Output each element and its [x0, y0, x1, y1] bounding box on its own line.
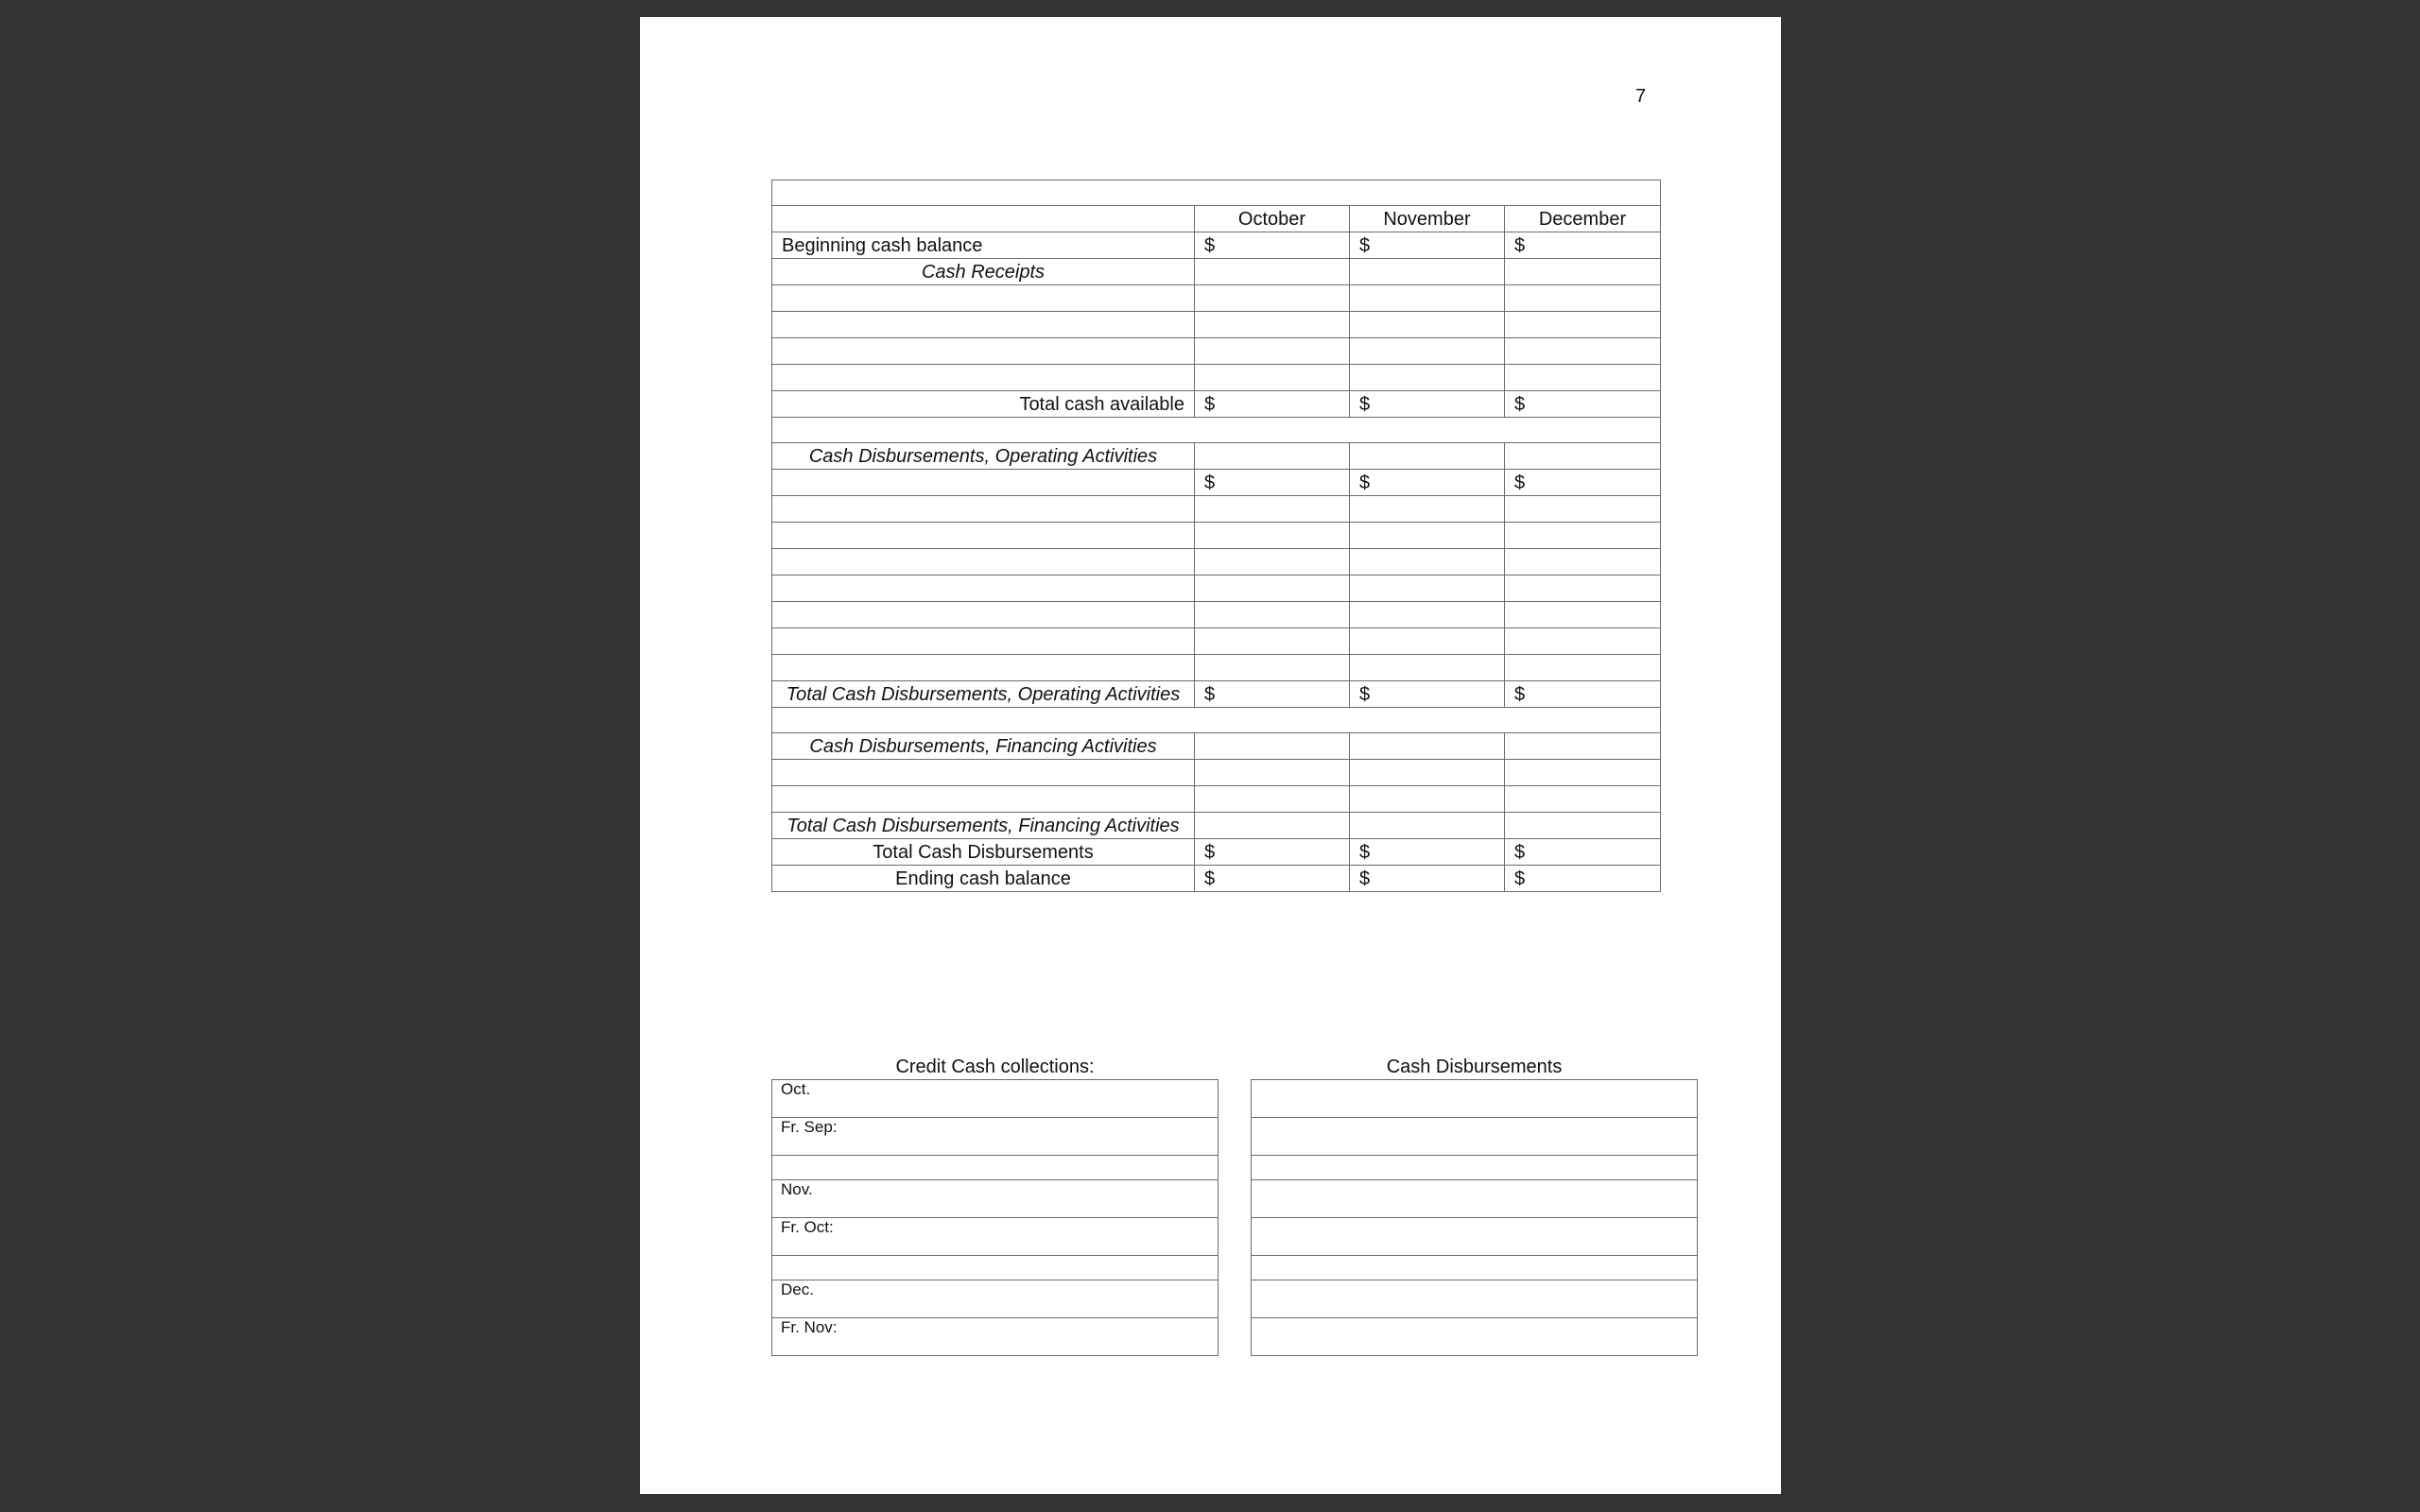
- row-label: Fr. Oct:: [772, 1218, 1219, 1256]
- table-row: [772, 1280, 1219, 1318]
- dollar-sign: $: [1350, 839, 1505, 866]
- section-heading: Cash Disbursements, Operating Activities: [772, 443, 1195, 470]
- dollar-sign: $: [1350, 232, 1505, 259]
- month-header: December: [1505, 206, 1661, 232]
- dollar-sign: $: [1350, 866, 1505, 892]
- dollar-sign: $: [1195, 391, 1350, 418]
- table-row: [772, 1318, 1219, 1356]
- dollar-sign: $: [1505, 391, 1661, 418]
- row-label: Oct.: [772, 1080, 1219, 1118]
- credit-collections-table: [771, 1079, 1219, 1356]
- row-label: Total Cash Disbursements, Operating Activities: [772, 681, 1195, 708]
- table-row: [772, 1080, 1219, 1118]
- total-financing-row: [772, 813, 1661, 839]
- dollar-sign: $: [1505, 866, 1661, 892]
- table-row: [772, 549, 1661, 576]
- total-cash-disbursements-row: [772, 839, 1661, 866]
- operating-heading-row: [772, 443, 1661, 470]
- row-label: Dec.: [772, 1280, 1219, 1318]
- row-label: Beginning cash balance: [772, 232, 1195, 259]
- financing-heading-row: [772, 733, 1661, 760]
- table-row: [772, 1256, 1219, 1280]
- spacer-row: [772, 418, 1661, 443]
- dollar-sign: $: [1505, 839, 1661, 866]
- table-row: [772, 1118, 1219, 1156]
- dollar-sign: $: [1350, 681, 1505, 708]
- table-row: [1252, 1180, 1698, 1218]
- table-row: [1252, 1218, 1698, 1256]
- table-row: [772, 655, 1661, 681]
- cash-disbursements-table: [1251, 1079, 1698, 1356]
- dollar-sign: $: [1195, 232, 1350, 259]
- row-label: Ending cash balance: [772, 866, 1195, 892]
- table-row: [772, 1156, 1219, 1180]
- total-cash-available-row: [772, 391, 1661, 418]
- ending-balance-row: [772, 866, 1661, 892]
- section-heading: Cash Disbursements, Financing Activities: [772, 733, 1195, 760]
- table-row: [1252, 1156, 1698, 1180]
- table-row: [772, 1218, 1219, 1256]
- table-row: [772, 628, 1661, 655]
- page-number: 7: [1635, 86, 1647, 107]
- spacer-row: [772, 708, 1661, 733]
- table-row: [772, 312, 1661, 338]
- month-header: November: [1350, 206, 1505, 232]
- total-operating-row: [772, 681, 1661, 708]
- table-row: [772, 786, 1661, 813]
- table-row: [772, 470, 1661, 496]
- dollar-sign: $: [1195, 866, 1350, 892]
- dollar-sign: $: [1350, 391, 1505, 418]
- table-row: [772, 338, 1661, 365]
- table-row: [772, 285, 1661, 312]
- row-label: Total Cash Disbursements, Financing Activities: [772, 813, 1195, 839]
- month-header: October: [1195, 206, 1350, 232]
- credit-collections-title: Credit Cash collections:: [895, 1057, 1095, 1077]
- dollar-sign: $: [1195, 681, 1350, 708]
- document-page: [640, 17, 1781, 1494]
- table-row: [1252, 1118, 1698, 1156]
- row-label: Nov.: [772, 1180, 1219, 1218]
- section-heading: Cash Receipts: [772, 259, 1195, 285]
- table-row: [772, 365, 1661, 391]
- cash-budget-table: [771, 180, 1661, 892]
- table-row: [772, 496, 1661, 523]
- table-row: [1252, 1080, 1698, 1118]
- row-label: Fr. Sep:: [772, 1118, 1219, 1156]
- dollar-sign: $: [1505, 681, 1661, 708]
- row-label: Fr. Nov:: [772, 1318, 1219, 1356]
- row-label: Total Cash Disbursements: [772, 839, 1195, 866]
- dollar-sign: $: [1350, 470, 1505, 496]
- dollar-sign: $: [1195, 470, 1350, 496]
- table-row: [772, 576, 1661, 602]
- table-row: [1252, 1256, 1698, 1280]
- table-row: [772, 523, 1661, 549]
- cash-receipts-heading-row: [772, 259, 1661, 285]
- table-row: [1252, 1280, 1698, 1318]
- table-title-row: [772, 180, 1661, 206]
- table-row: [772, 602, 1661, 628]
- row-label: Total cash available: [772, 391, 1195, 418]
- cash-disbursements-title: Cash Disbursements: [1386, 1057, 1563, 1077]
- month-header-row: [772, 206, 1661, 232]
- dollar-sign: $: [1505, 232, 1661, 259]
- table-row: [772, 1180, 1219, 1218]
- beginning-balance-row: [772, 232, 1661, 259]
- dollar-sign: $: [1195, 839, 1350, 866]
- dollar-sign: $: [1505, 470, 1661, 496]
- table-row: [772, 760, 1661, 786]
- table-row: [1252, 1318, 1698, 1356]
